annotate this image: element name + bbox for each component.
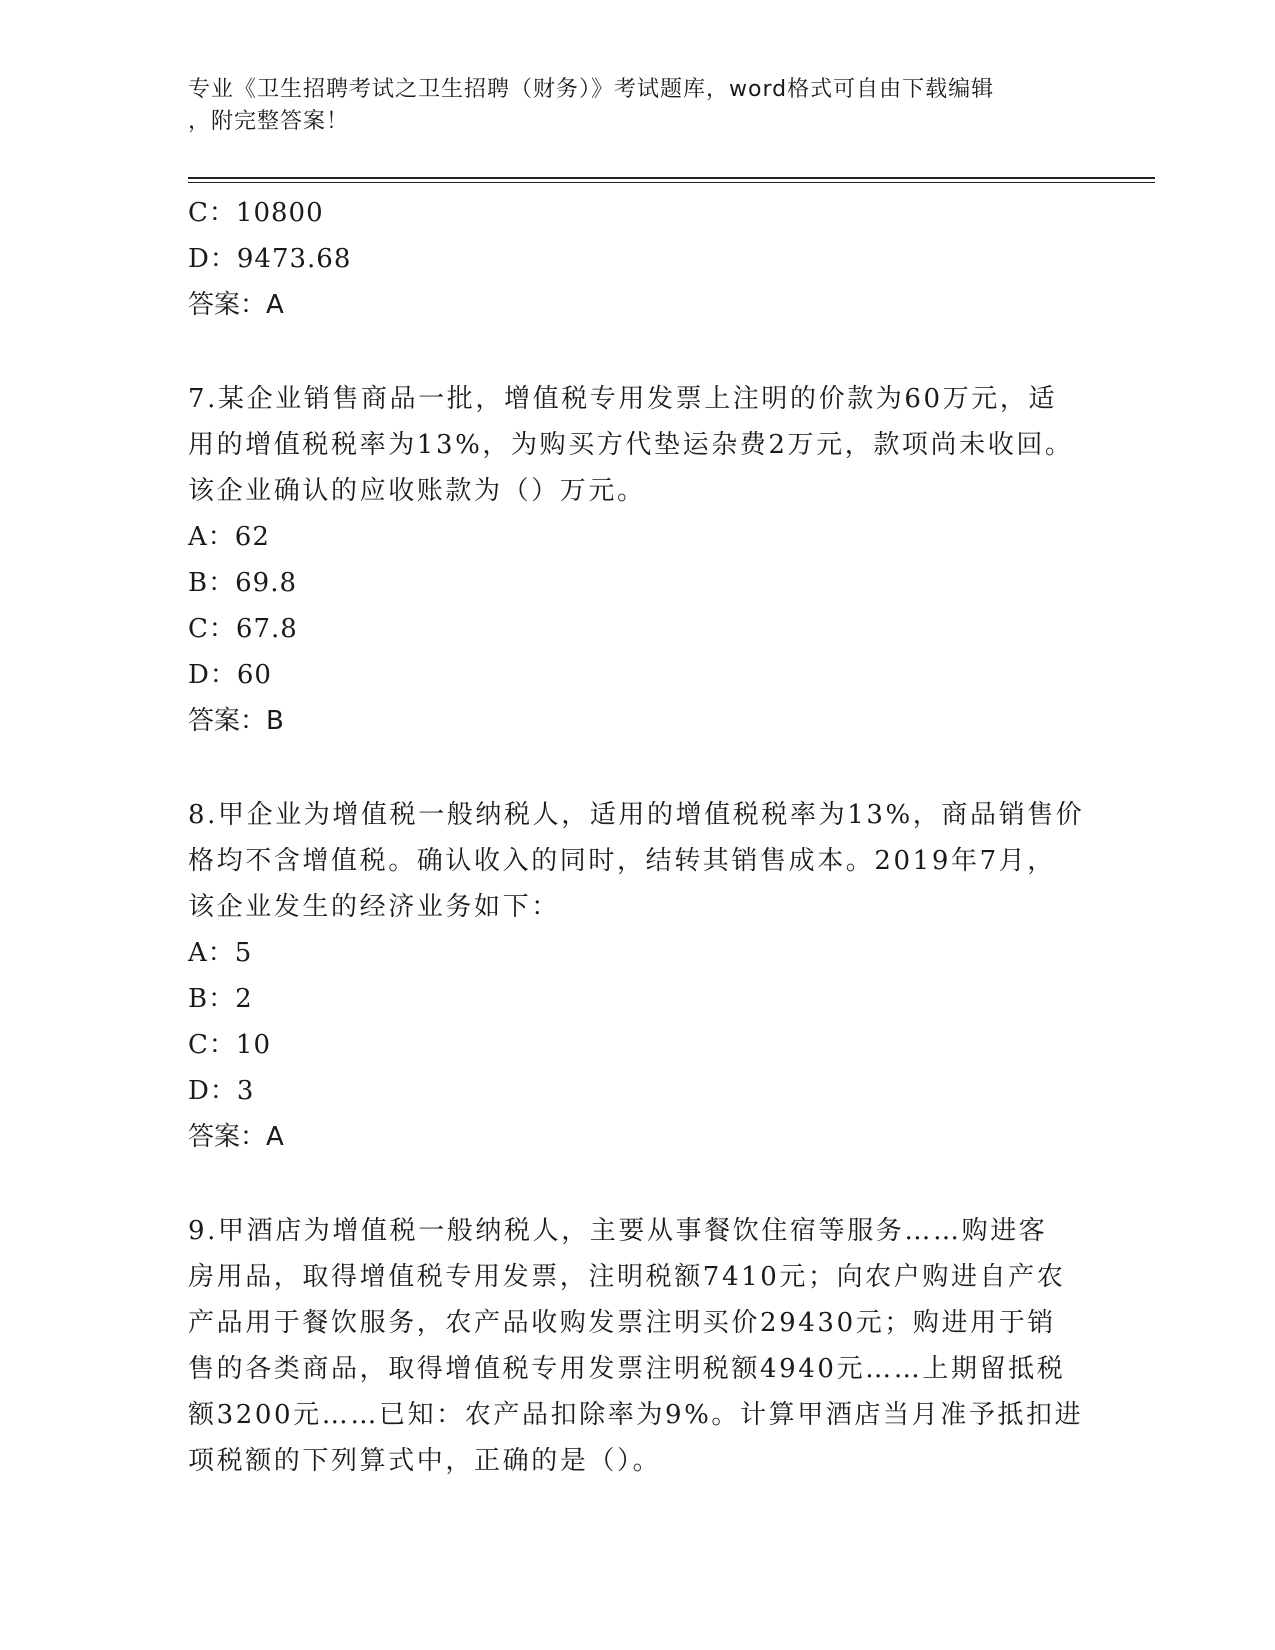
option-value: 10800: [235, 198, 324, 228]
option-key: D：: [188, 244, 237, 274]
header-title-line-2: ，附完整答案！: [188, 109, 350, 134]
prev-question-tail: [188, 190, 1088, 328]
question-text-line: 7.某企业销售商品一批，增值税专用发票上注明的价款为60万元，适: [188, 384, 1058, 414]
option-value: 60: [236, 660, 272, 690]
question-text-line: 房用品，取得增值税专用发票，注明税额7410元；向农户购进自产农: [188, 1262, 1066, 1292]
option-key: A：: [188, 522, 235, 552]
answer-line: 答案：B: [188, 706, 284, 736]
option-value: 5: [234, 938, 253, 968]
option-d: [188, 652, 1088, 698]
question-text: [188, 1208, 1088, 1484]
option-a: [188, 514, 1088, 560]
option-d: [188, 236, 1088, 282]
option-c: [188, 1022, 1088, 1068]
option-key: B：: [188, 568, 236, 598]
question-text-line: 8.甲企业为增值税一般纳税人，适用的增值税税率为13%，商品销售价: [188, 800, 1085, 830]
option-b: [188, 560, 1088, 606]
option-a: [188, 930, 1088, 976]
option-key: C：: [188, 198, 236, 228]
option-value: 3: [236, 1076, 255, 1106]
header-title-line-1: 专业《卫生招聘考试之卫生招聘（财务）》考试题库，word格式可自由下载编辑: [188, 77, 995, 102]
option-c: [188, 190, 1088, 236]
question-text: [188, 792, 1088, 930]
question-text-line: 项税额的下列算式中，正确的是（）。: [188, 1446, 662, 1476]
option-value: 10: [235, 1030, 271, 1060]
header-divider: [188, 177, 1155, 179]
header-divider-thin: [188, 182, 1155, 183]
question-7: [188, 376, 1088, 744]
question-text-line: 售的各类商品，取得增值税专用发票注明税额4940元……上期留抵税: [188, 1354, 1066, 1384]
question-text-line: 该企业发生的经济业务如下：: [188, 892, 560, 922]
option-key: B：: [188, 984, 236, 1014]
option-value: 2: [235, 984, 253, 1014]
option-value: 9473.68: [236, 244, 352, 274]
option-value: 67.8: [235, 614, 298, 644]
answer-line: 答案：A: [188, 290, 284, 320]
option-d: [188, 1068, 1088, 1114]
question-text: [188, 376, 1088, 514]
page-header: [188, 74, 1088, 138]
question-text-line: 用的增值税税率为13%，为购买方代垫运杂费2万元，款项尚未收回。: [188, 430, 1074, 460]
question-text-line: 产品用于餐饮服务，农产品收购发票注明买价29430元；购进用于销: [188, 1308, 1056, 1338]
option-value: 69.8: [235, 568, 297, 598]
question-text-line: 额3200元……已知：农产品扣除率为9%。计算甲酒店当月准予抵扣进: [188, 1400, 1084, 1430]
question-9: [188, 1208, 1088, 1484]
question-text-line: 格均不含增值税。确认收入的同时，结转其销售成本。2019年7月，: [188, 846, 1056, 876]
option-key: A：: [188, 938, 235, 968]
answer-line: 答案：A: [188, 1122, 284, 1152]
question-text-line: 该企业确认的应收账款为（）万元。: [188, 476, 646, 506]
option-key: C：: [188, 614, 236, 644]
question-list: [188, 190, 1088, 1484]
option-key: D：: [188, 660, 237, 690]
question-8: [188, 792, 1088, 1160]
option-b: [188, 976, 1088, 1022]
option-c: [188, 606, 1088, 652]
option-value: 62: [234, 522, 270, 552]
question-text-line: 9.甲酒店为增值税一般纳税人，主要从事餐饮住宿等服务……购进客: [188, 1216, 1048, 1246]
option-key: C：: [188, 1030, 236, 1060]
option-key: D：: [188, 1076, 237, 1106]
